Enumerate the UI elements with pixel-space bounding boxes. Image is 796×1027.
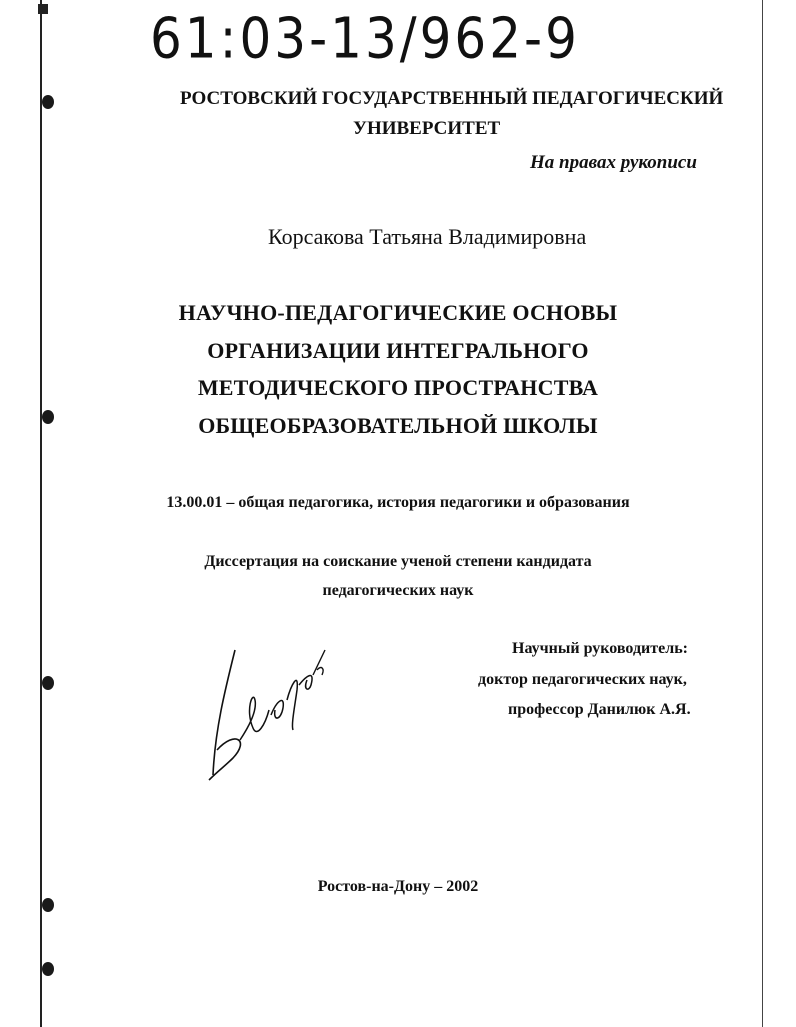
city-year: Ростов-на-Дону – 2002	[317, 878, 479, 895]
specialty-code: 13.00.01 – общая педагогика, история педагогики и образования	[166, 494, 630, 511]
author-name: Корсакова Татьяна Владимировна	[268, 224, 587, 249]
scan-left-edge	[40, 0, 42, 1027]
supervisor-line: доктор педагогических наук,	[478, 671, 687, 688]
title-line: НАУЧНО-ПЕДАГОГИЧЕСКИЕ ОСНОВЫ	[178, 300, 618, 325]
institution-line-1: РОСТОВСКИЙ ГОСУДАРСТВЕННЫЙ ПЕДАГОГИЧЕСКИЙ	[180, 88, 724, 109]
title-line: ОБЩЕОБРАЗОВАТЕЛЬНОЙ ШКОЛЫ	[198, 413, 598, 438]
dissertation-line: педагогических наук	[322, 582, 474, 599]
punch-hole	[42, 676, 54, 690]
punch-hole	[42, 95, 54, 109]
title-line: МЕТОДИЧЕСКОГО ПРОСТРАНСТВА	[197, 375, 599, 400]
supervisor-line: профессор Данилюк А.Я.	[508, 701, 691, 718]
dissertation-line: Диссертация на соискание ученой степени кандидата	[204, 553, 592, 570]
signature-icon	[195, 630, 345, 790]
punch-hole	[42, 962, 54, 976]
scan-corner-mark	[38, 4, 48, 14]
punch-hole	[42, 898, 54, 912]
supervisor-line: Научный руководитель:	[512, 640, 688, 657]
title-line: ОРГАНИЗАЦИИ ИНТЕГРАЛЬНОГО	[207, 338, 589, 363]
scan-right-edge	[762, 0, 763, 1027]
institution-line-2: УНИВЕРСИТЕТ	[353, 118, 501, 139]
manuscript-rights: На правах рукописи	[530, 152, 697, 173]
archive-number: 61:03-13/962-9	[150, 6, 580, 71]
